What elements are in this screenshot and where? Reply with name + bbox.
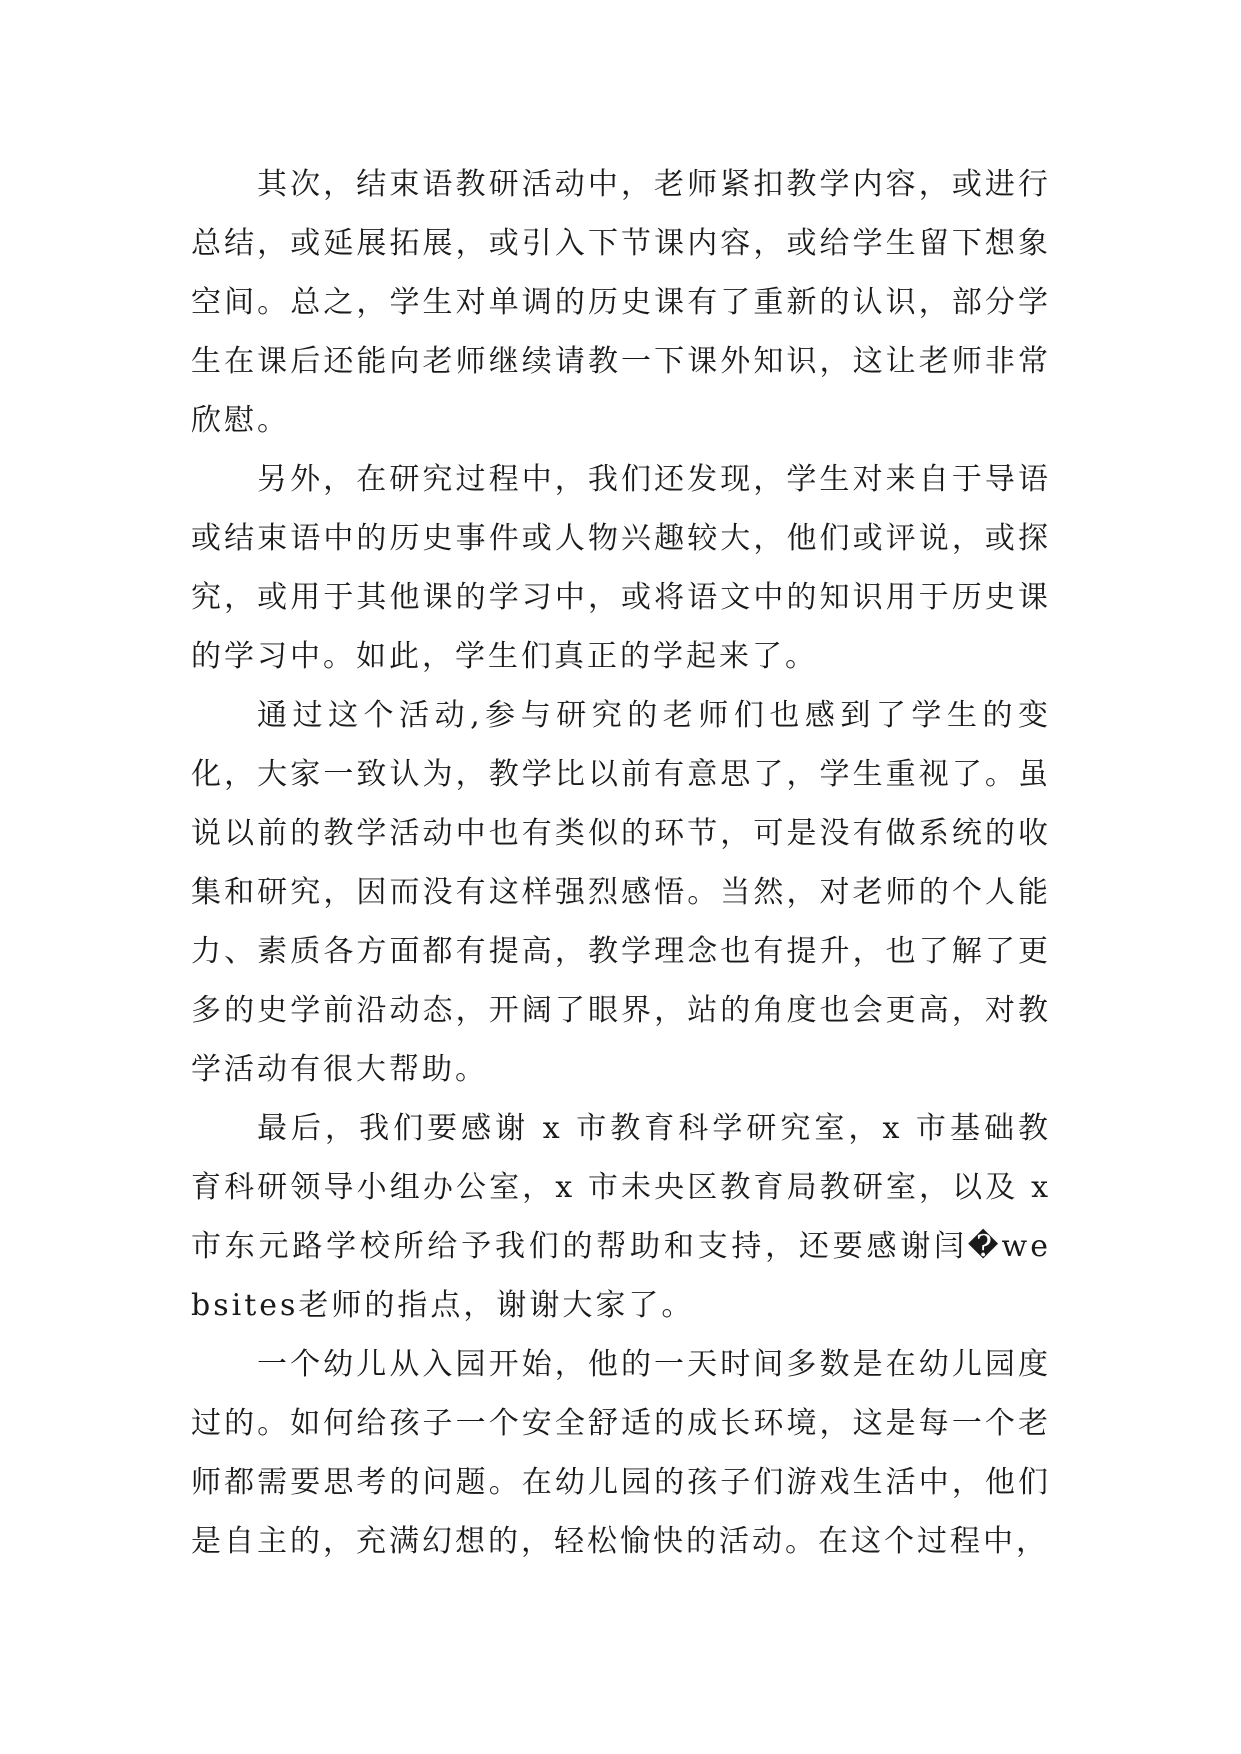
paragraph-teacher-reflection: 通过这个活动,参与研究的老师们也感到了学生的变化，大家一致认为，教学比以前有意思了，学生重视了。虽说以前的教学活动中也有类似的环节，可是没有做系统的收集和研究，因而没有这样强烈感悟。当然，对老师的个人能力、素质各方面都有提高，教学理念也有提升，也了解了更多的史学前沿动态，开阔了眼界，站的角度也会更高，对教学活动有很大帮助。 (191, 698, 1051, 1087)
paragraph-acknowledgements: 最后，我们要感谢 x 市教育科学研究室，x 市基础教育科研领导小组办公室，x 市未央区教育局教研室，以及 x 市东元路学校所给予我们的帮助和支持，还要感谢闫�websites老师的指点，谢谢大家了。 (191, 1111, 1051, 1323)
paragraph-conclusion: 其次，结束语教研活动中，老师紧扣教学内容，或进行总结，或延展拓展，或引入下节课内容，或给学生留下想象空间。总之，学生对单调的历史课有了重新的认识，部分学生在课后还能向老师继续请教一下课外知识，这让老师非常欣慰。 (191, 167, 1051, 438)
paragraph-kindergarten: 一个幼儿从入园开始，他的一天时间多数是在幼儿园度过的。如何给孩子一个安全舒适的成长环境，这是每一个老师都需要思考的问题。在幼儿园的孩子们游戏生活中，他们是自主的，充满幻想的，轻松愉快的活动。在这个过程中， (191, 1347, 1051, 1559)
paragraph-findings: 另外，在研究过程中，我们还发现，学生对来自于导语或结束语中的历史事件或人物兴趣较大，他们或评说，或探究，或用于其他课的学习中，或将语文中的知识用于历史课的学习中。如此，学生们真正的学起来了。 (191, 462, 1051, 674)
document-body (191, 155, 1051, 1571)
